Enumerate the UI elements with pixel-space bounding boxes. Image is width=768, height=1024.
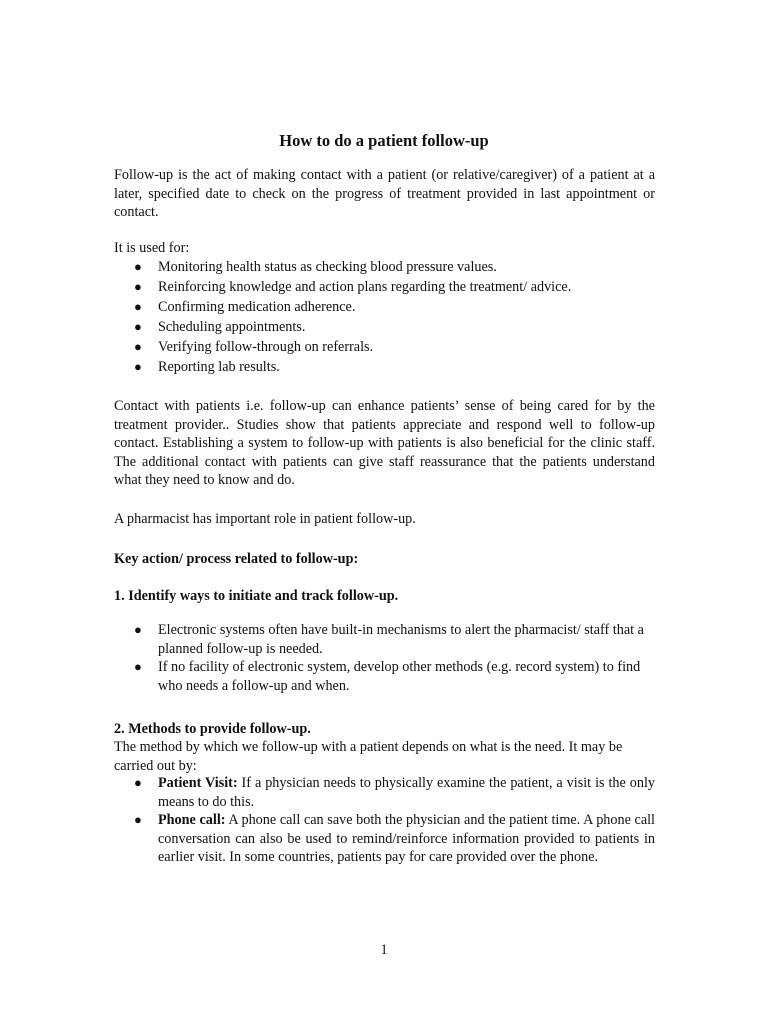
list-item: ● Reinforcing knowledge and action plans regarding the treatment/ advice.: [134, 279, 572, 295]
section2-heading: 2. Methods to provide follow-up.: [114, 721, 311, 737]
bullet-icon: ●: [134, 279, 142, 294]
used-for-label: It is used for:: [114, 240, 190, 256]
contact-paragraph: Contact with patients i.e. follow-up can enhance patients’ sense of being cared for by the treatment provider.. Studies show that patients appreciate and respond well to follow-up contact. Establishing a system to follow-up with patients is also beneficial for the clinic staff. The additional contact with patients can give staff reassurance that the patients understand what they need to know and do.: [114, 398, 655, 488]
page-number: 1: [380, 942, 388, 958]
list-item: ● Electronic systems often have built-in mechanisms to alert the pharmacist/ staff that a planned follow-up is needed.: [134, 622, 644, 657]
bullet-icon: ●: [134, 622, 142, 637]
key-action-heading: Key action/ process related to follow-up:: [114, 551, 359, 567]
list-item: ● Scheduling appointments.: [134, 319, 306, 335]
list-item: ● Reporting lab results.: [134, 359, 280, 375]
bullet-icon: ●: [134, 775, 142, 790]
pharmacist-line: A pharmacist has important role in patient follow-up.: [114, 511, 416, 527]
section1-heading: 1. Identify ways to initiate and track follow-up.: [114, 588, 399, 604]
section2-intro: The method by which we follow-up with a patient depends on what is the need. It may be carried out by:: [114, 739, 623, 774]
list-item: ● If no facility of electronic system, develop other methods (e.g. record system) to find who needs a follow-up and when.: [134, 659, 641, 694]
bullet-icon: ●: [134, 259, 142, 274]
page-title: How to do a patient follow-up: [279, 131, 489, 150]
section1-list: [114, 621, 655, 695]
intro-paragraph: Follow-up is the act of making contact with a patient (or relative/caregiver) of a patient at a later, specified date to check on the progress of treatment provided in last appointment or contact.: [114, 167, 655, 220]
bullet-icon: ●: [134, 299, 142, 314]
section2-list: [114, 774, 655, 867]
list-item: ● Verifying follow-through on referrals.: [134, 339, 374, 355]
list-item: ● Phone call: A phone call can save both the physician and the patient time. A phone call conversation can also be used to remind/reinforce information provided to patients in earlier visit. In some countries, patients pay for care provided over the phone.: [134, 812, 655, 865]
term-label: Phone call:: [158, 812, 226, 828]
list-item: ● Confirming medication adherence.: [134, 299, 356, 315]
bullet-icon: ●: [134, 359, 142, 374]
bullet-icon: ●: [134, 319, 142, 334]
list-item: ● Monitoring health status as checking blood pressure values.: [134, 259, 497, 275]
bullet-icon: ●: [134, 812, 142, 827]
bullet-icon: ●: [134, 339, 142, 354]
term-label: Patient Visit:: [158, 775, 238, 791]
list-item: ● Patient Visit: If a physician needs to physically examine the patient, a visit is the only means to do this.: [134, 775, 655, 810]
bullet-icon: ●: [134, 659, 142, 674]
uses-list: [114, 257, 655, 377]
